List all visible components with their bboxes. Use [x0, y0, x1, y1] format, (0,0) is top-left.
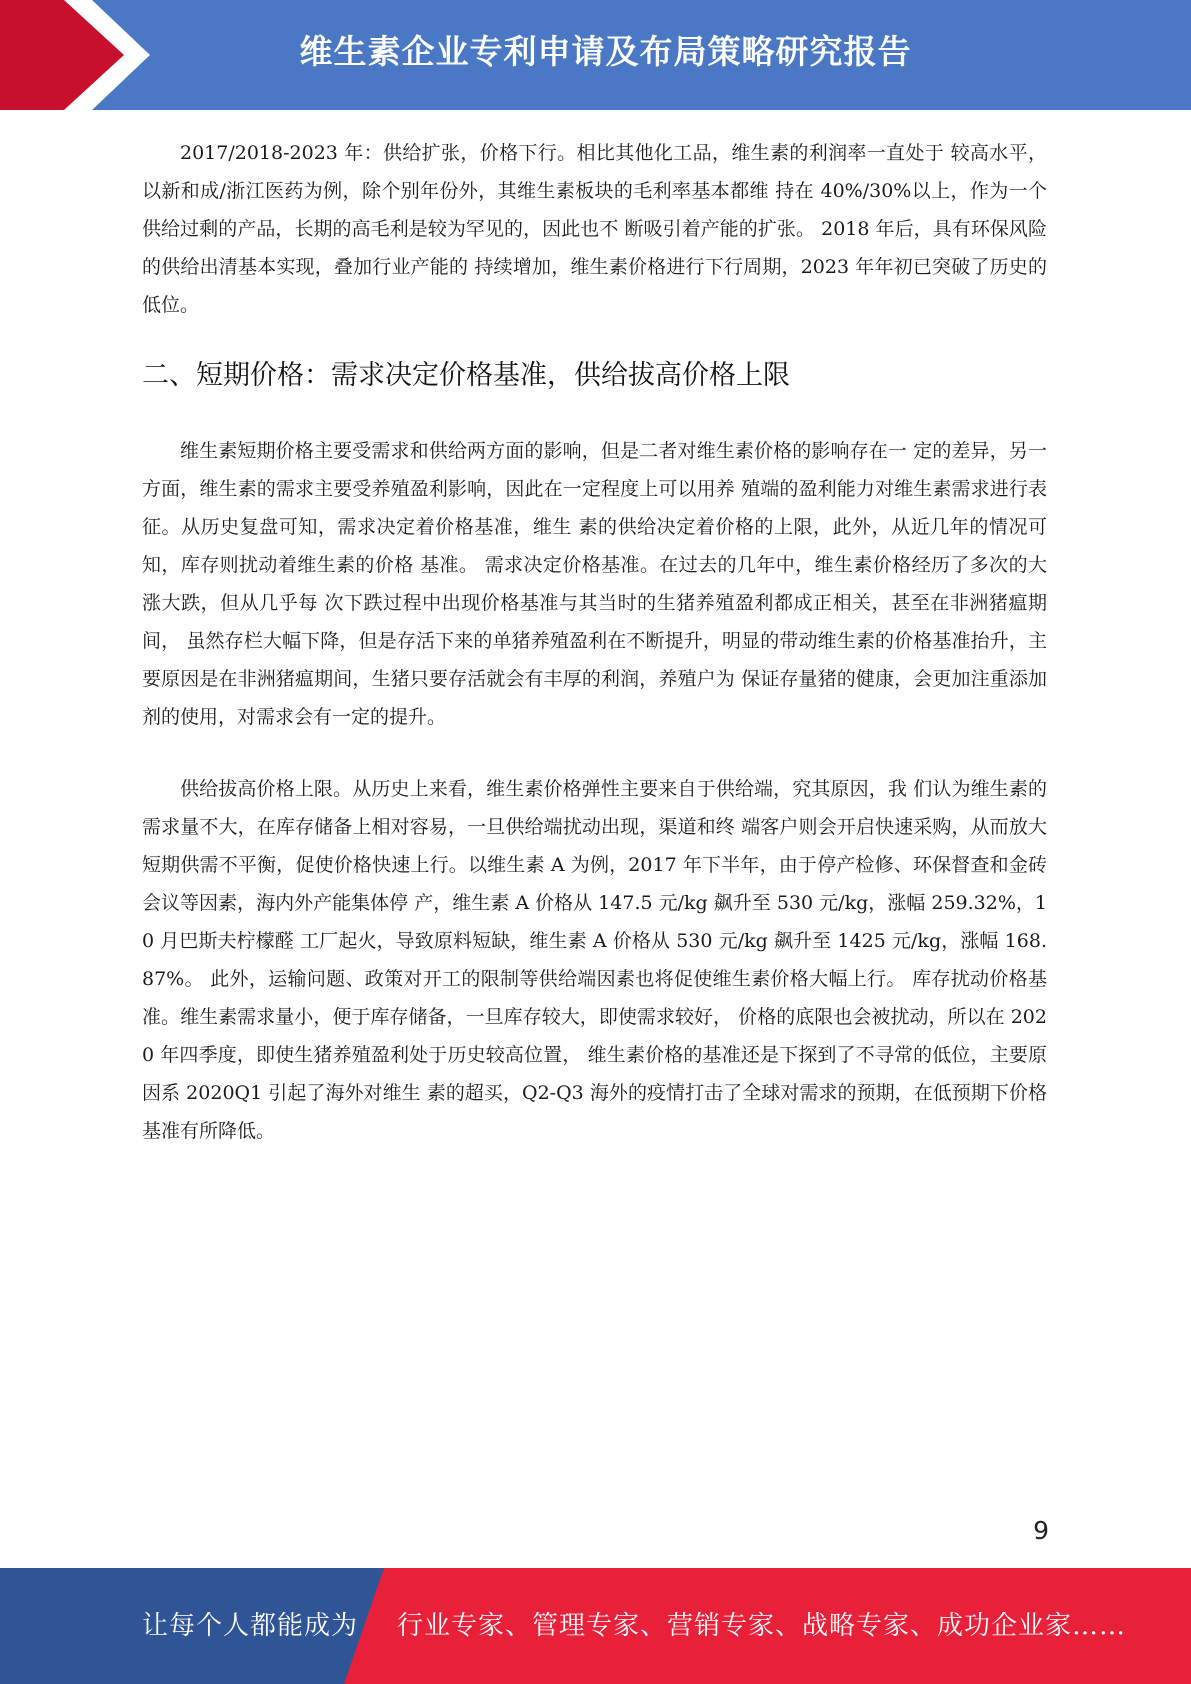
page-number: 9	[1033, 1516, 1049, 1545]
footer-slogan-right: 行业专家、管理专家、营销专家、战略专家、成功企业家……	[397, 1611, 1127, 1641]
page-body	[142, 134, 1047, 1150]
report-title: 维生素企业专利申请及布局策略研究报告	[299, 32, 912, 71]
page-footer	[0, 1568, 1191, 1684]
section-heading-short-term-price: 二、短期价格：需求决定价格基准，供给拔高价格上限	[142, 360, 790, 391]
paragraph-supply-ceiling: 供给拔高价格上限。从历史上来看，维生素价格弹性主要来自于供给端，究其原因，我 们认为维生素的需求量不大，在库存储备上相对容易，一旦供给端扰动出现，渠道和终 端客户则会开启快速采购，从而放大短期供需不平衡，促使价格快速上行。以维生素 A 为例，2017 年下半年，由于停产检修、环保督查和金砖会议等因素，海内外产能集体停 产，维生素 A 价格从 147.5 元/kg 飙升至 530 元/kg，涨幅 259.32%，10 月巴斯夫柠檬醛 工厂起火，导致原料短缺，维生素 A 价格从 530 元/kg 飙升至 1425 元/kg，涨幅 168.87%。 此外，运输问题、政策对开工的限制等供给端因素也将促使维生素价格大幅上行。 库存扰动价格基准。维生素需求量小，便于库存储备，一旦库存较大，即使需求较好， 价格的底限也会被扰动，所以在 2020 年四季度，即使生猪养殖盈利处于历史较高位置， 维生素价格的基准还是下探到了不寻常的低位，主要原因系 2020Q1 引起了海外对维生 素的超买，Q2-Q3 海外的疫情打击了全球对需求的预期，在低预期下价格基准有所降低。	[142, 778, 1047, 1142]
paragraph-demand-baseline: 维生素短期价格主要受需求和供给两方面的影响，但是二者对维生素价格的影响存在一 定的差异，另一方面，维生素的需求主要受养殖盈利影响，因此在一定程度上可以用养 殖端的盈利能力对维生素需求进行表征。从历史复盘可知，需求决定着价格基准，维生 素的供给决定着价格的上限，此外，从近几年的情况可知，库存则扰动着维生素的价格 基准。 需求决定价格基准。在过去的几年中，维生素价格经历了多次的大涨大跌，但从几乎每 次下跌过程中出现价格基准与其当时的生猪养殖盈利都成正相关，甚至在非洲猪瘟期间， 虽然存栏大幅下降，但是存活下来的单猪养殖盈利在不断提升，明显的带动维生素的价格基准抬升，主要原因是在非洲猪瘟期间，生猪只要存活就会有丰厚的利润，养殖户为 保证存量猪的健康，会更加注重添加剂的使用，对需求会有一定的提升。	[142, 440, 1047, 728]
paragraph-supply-expansion: 2017/2018-2023 年：供给扩张，价格下行。相比其他化工品，维生素的利润率一直处于 较高水平，以新和成/浙江医药为例，除个别年份外，其维生素板块的毛利率基本都维 持在 40%/30%以上，作为一个供给过剩的产品，长期的高毛利是较为罕见的，因此也不 断吸引着产能的扩张。 2018 年后，具有环保风险的供给出清基本实现，叠加行业产能的 持续增加，维生素价格进行下行周期，2023 年年初已突破了历史的低位。	[142, 142, 1047, 316]
footer-slogan-left: 让每个人都能成为	[142, 1611, 359, 1641]
page-header	[0, 0, 1191, 110]
